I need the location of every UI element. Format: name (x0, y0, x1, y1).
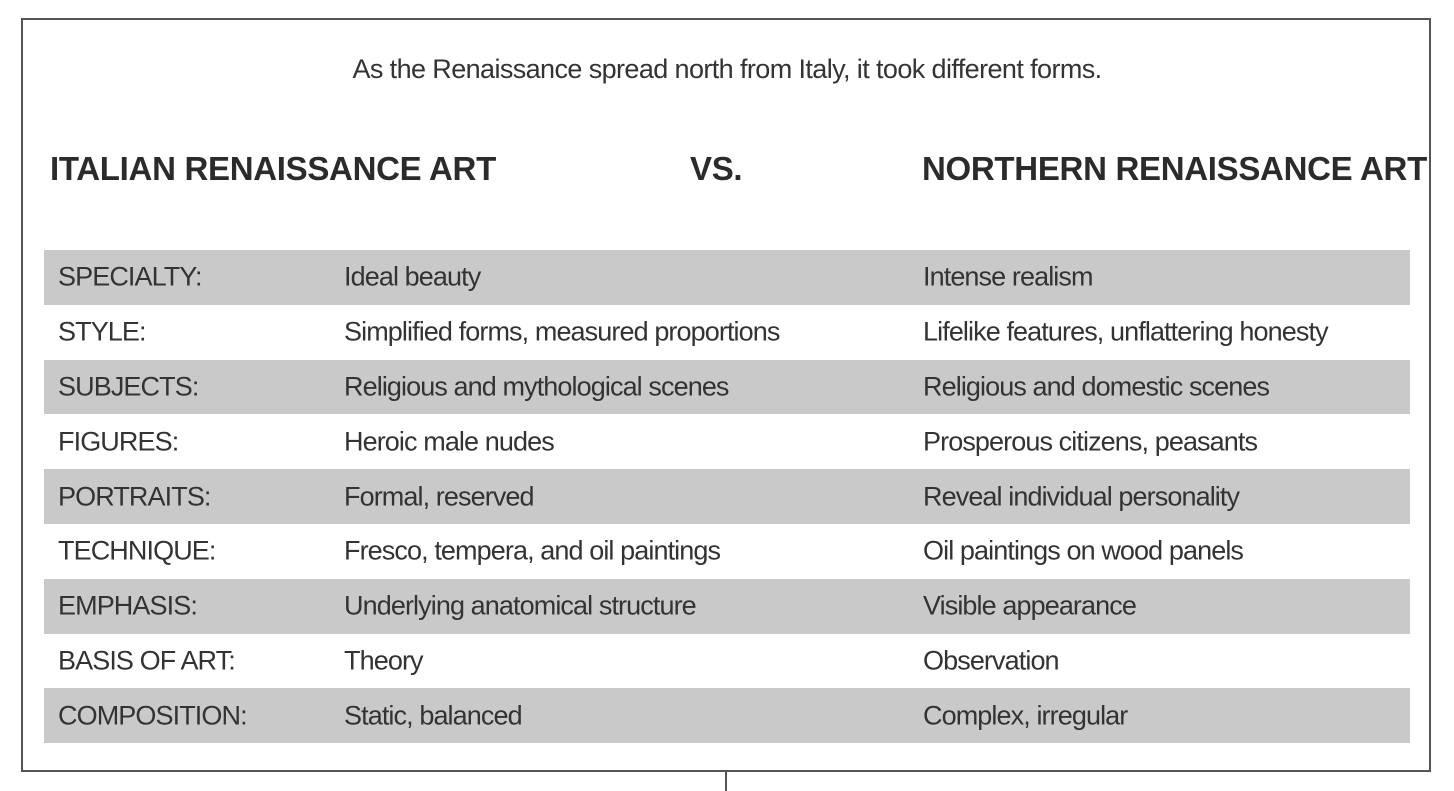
table-row (44, 688, 1410, 743)
table-row (44, 524, 1410, 579)
row-label: SUBJECTS: (58, 371, 199, 402)
table-row (44, 469, 1410, 524)
italian-value: Ideal beauty (344, 261, 481, 292)
heading-northern: NORTHERN RENAISSANCE ART (922, 150, 1427, 187)
table-row (44, 414, 1410, 469)
row-label: SPECIALTY: (58, 261, 202, 292)
italian-value: Fresco, tempera, and oil paintings (344, 535, 721, 566)
northern-value: Religious and domestic scenes (923, 371, 1270, 402)
table-row (44, 250, 1410, 305)
northern-value: Prosperous citizens, peasants (923, 426, 1258, 457)
heading-italian: ITALIAN RENAISSANCE ART (50, 150, 496, 187)
northern-value: Lifelike features, unflattering honesty (923, 316, 1328, 347)
row-label: COMPOSITION: (58, 700, 247, 731)
italian-value: Static, balanced (344, 700, 522, 731)
table-row (44, 634, 1410, 689)
northern-value: Reveal individual personality (923, 481, 1240, 512)
northern-value: Intense realism (923, 261, 1093, 292)
italian-value: Religious and mythological scenes (344, 371, 729, 402)
row-label: EMPHASIS: (58, 590, 197, 621)
northern-value: Observation (923, 645, 1059, 676)
row-label: STYLE: (58, 316, 146, 347)
row-label: TECHNIQUE: (58, 535, 216, 566)
row-label: FIGURES: (58, 426, 179, 457)
row-label: BASIS OF ART: (58, 645, 235, 676)
table-row (44, 305, 1410, 360)
row-label: PORTRAITS: (58, 481, 211, 512)
connector-line (725, 772, 727, 791)
comparison-table (44, 250, 1410, 743)
italian-value: Theory (344, 645, 423, 676)
intro-text: As the Renaissance spread north from Italy, it took different forms. (352, 54, 1102, 84)
northern-value: Oil paintings on wood panels (923, 535, 1244, 566)
table-row (44, 360, 1410, 415)
italian-value: Simplified forms, measured proportions (344, 316, 780, 347)
italian-value: Heroic male nudes (344, 426, 554, 457)
northern-value: Visible appearance (923, 590, 1136, 621)
heading-versus: VS. (690, 150, 743, 187)
northern-value: Complex, irregular (923, 700, 1128, 731)
italian-value: Formal, reserved (344, 481, 534, 512)
italian-value: Underlying anatomical structure (344, 590, 696, 621)
table-row (44, 579, 1410, 634)
